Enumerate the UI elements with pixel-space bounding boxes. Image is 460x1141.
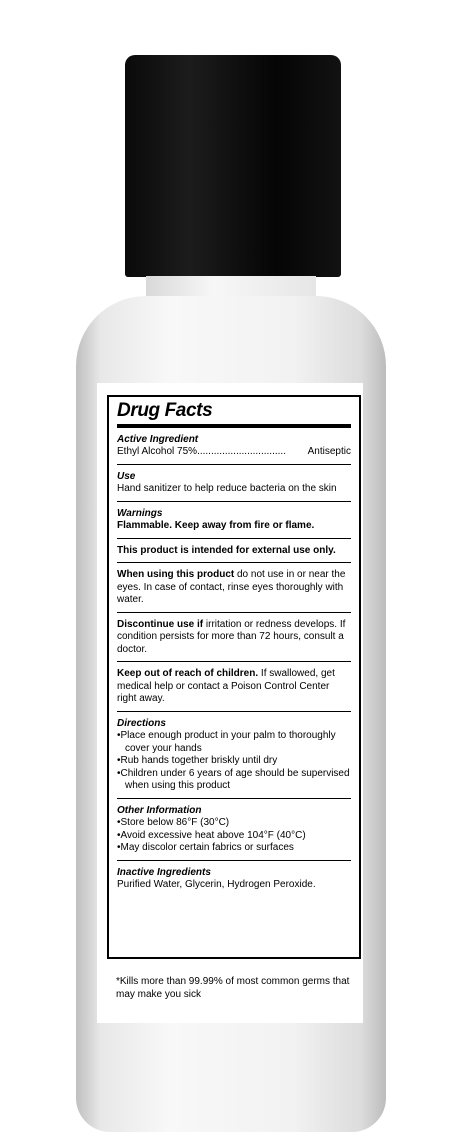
- discontinue-lead: Discontinue use if: [117, 618, 204, 630]
- keep-out-lead: Keep out of reach of children.: [117, 668, 259, 679]
- inactive-ingredients-text: Purified Water, Glycerin, Hydrogen Peroxide.: [117, 879, 316, 890]
- active-ingredient-heading: Active Ingredient: [117, 433, 199, 445]
- directions-item: • Rub hands together briskly until dry: [117, 755, 351, 768]
- discontinue-section: [117, 613, 351, 663]
- other-information-item: • Store below 86°F (30°C): [117, 817, 351, 830]
- directions-item: • Place enough product in your palm to thoroughly cover your hands: [117, 730, 351, 755]
- directions-heading: Directions: [117, 717, 166, 729]
- keep-out-section: [117, 662, 351, 712]
- when-using-text: do not use in or near the eyes. In case of contact, rinse eyes thoroughly with water.: [117, 569, 346, 605]
- use-section: [117, 465, 351, 502]
- other-information-list: [117, 817, 351, 855]
- drug-facts-title: Drug Facts: [117, 397, 351, 428]
- active-ingredient-section: [117, 428, 351, 465]
- bottle-cap: [125, 55, 341, 277]
- other-information-item: • May discolor certain fabrics or surfaces: [117, 842, 351, 855]
- warnings-text: Flammable. Keep away from fire or flame.: [117, 520, 315, 531]
- discontinue-text: irritation or redness develops. If condition persists for more than 72 hours, consult a doctor.: [117, 618, 346, 655]
- when-using-lead: When using this product: [117, 569, 235, 580]
- other-information-item: • Avoid excessive heat above 104°F (40°C): [117, 830, 351, 843]
- external-use-text: This product is intended for external use only.: [117, 544, 336, 556]
- leader-dots: ................................: [197, 446, 286, 457]
- germ-kill-footnote: *Kills more than 99.99% of most common germs that may make you sick: [116, 976, 350, 1000]
- warnings-heading: Warnings: [117, 507, 163, 519]
- use-heading: Use: [117, 470, 136, 482]
- other-information-section: [117, 799, 351, 861]
- directions-item: • Children under 6 years of age should be supervised when using this product: [117, 768, 351, 793]
- active-ingredient-purpose: Antiseptic: [307, 446, 351, 457]
- directions-section: [117, 712, 351, 799]
- active-ingredient-row: [117, 446, 351, 459]
- drug-facts-panel: [107, 395, 361, 959]
- other-information-heading: Other Information: [117, 804, 202, 816]
- inactive-ingredients-heading: Inactive Ingredients: [117, 866, 211, 878]
- use-text: Hand sanitizer to help reduce bacteria on the skin: [117, 483, 337, 494]
- warnings-section: [117, 502, 351, 539]
- inactive-ingredients-section: [117, 861, 351, 897]
- external-use-section: [117, 539, 351, 564]
- active-ingredient-name: Ethyl Alcohol 75%: [117, 446, 198, 457]
- directions-list: [117, 730, 351, 793]
- when-using-section: [117, 563, 351, 613]
- keep-out-text: If swallowed, get medical help or contact a Poison Control Center right away.: [117, 668, 335, 704]
